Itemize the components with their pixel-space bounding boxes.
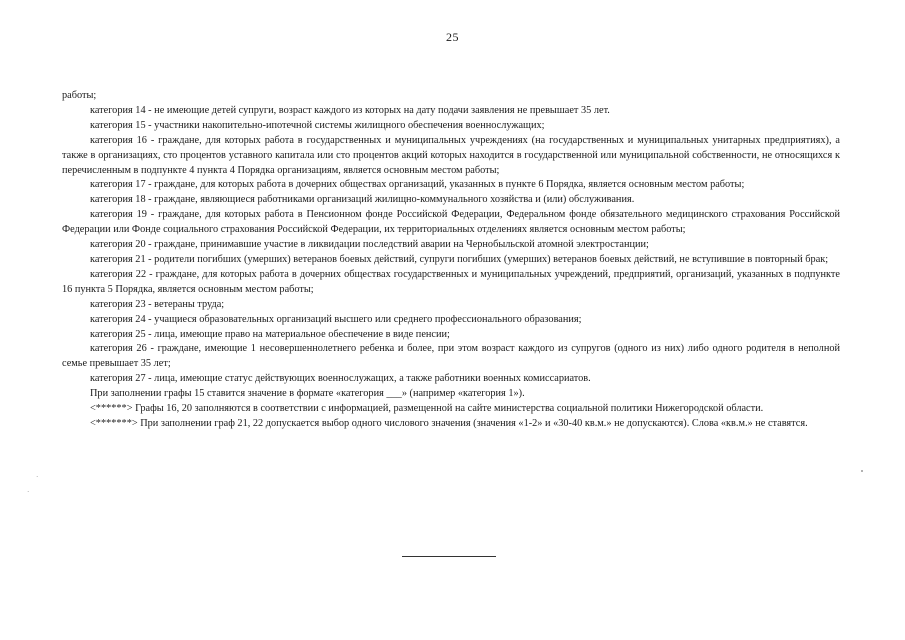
paragraph-category-20: категория 20 - граждане, принимавшие участие в ликвидации последствий аварии на Чернобыльской атомной электростанции;	[90, 239, 649, 251]
paragraph-category-14: категория 14 - не имеющие детей супруги, возраст каждого из которых на дату подачи заявления не превышает 35 лет.	[90, 104, 610, 116]
paragraph-category-24: категория 24 - учащиеся образовательных организаций высшего или среднего профессионального образования;	[90, 313, 582, 325]
footnote-six-asterisks: <******> Графы 16, 20 заполняются в соответствии с информацией, размещенной на сайте министерства социальной политики Нижегородской области.	[90, 403, 764, 415]
paragraph-category-27: категория 27 - лица, имеющие статус действующих военнослужащих, а также работники военных комиссариатов.	[90, 373, 591, 385]
paragraph-column-15-note: При заполнении графы 15 ставится значение в формате «категория ___» (например «категория 1»).	[90, 388, 525, 400]
footnote-seven-asterisks: <*******> При заполнении граф 21, 22 допускается выбор одного числового значения (значения «1-2» и «30-40 кв.м.» не допускаются). Слова «кв.м.» не ставятся.	[90, 417, 808, 429]
paragraph-category-17: категория 17 - граждане, для которых работа в дочерних обществах организаций, указанных в пункте 6 Порядка, является основным местом работы;	[90, 179, 745, 191]
page-number: 25	[446, 30, 459, 44]
paragraph-category-21: категория 21 - родители погибших (умерших) ветеранов боевых действий, супруги погибших (умерших) ветеранов боевых действий, не вступившие в повторный брак;	[90, 253, 829, 265]
document-body	[62, 89, 840, 432]
scan-artifact-mark: ·	[27, 488, 30, 496]
footnote-separator-line	[402, 556, 496, 557]
paragraph-category-19: категория 19 - граждане, для которых работа в Пенсионном фонде Российской Федерации, Федеральном фонде обязательного медицинского страхования Российской Федерации или Фонде социального страхования Российской Федерации, их территориальных отделениях является основным местом работы;	[62, 209, 840, 236]
paragraph-category-18: категория 18 - граждане, являющиеся работниками организаций жилищно-коммунального хозяйства и (или) обслуживания.	[90, 194, 635, 206]
paragraph-category-16: категория 16 - граждане, для которых работа в государственных и муниципальных учреждениях (на государственных и муниципальных унитарных предприятиях), а также в организациях, сто процентов уставного капитала или сто процентов акций которых находится в государственной или муниципальной собственности, не относящихся к перечисленным в подпункте 4 пункта 4 Порядка организациям, является основным местом работы;	[62, 134, 840, 176]
paragraph-category-25: категория 25 - лица, имеющие право на материальное обеспечение в виде пенсии;	[90, 328, 450, 340]
scan-artifact-speck	[861, 470, 863, 472]
paragraph-category-22: категория 22 - граждане, для которых работа в дочерних обществах государственных и муниципальных учреждений, предприятий, организаций, указанных в подпункте 16 пункта 5 Порядка, является основным местом работы;	[62, 268, 840, 295]
scan-artifact-mark: ·	[36, 473, 39, 481]
paragraph-category-15: категория 15 - участники накопительно-ипотечной системы жилищного обеспечения военнослужащих;	[90, 119, 545, 131]
paragraph-category-26: категория 26 - граждане, имеющие 1 несовершеннолетнего ребенка и более, при этом возраст каждого из супругов (одного из них) либо одного родителя в неполной семье превышает 35 лет;	[62, 343, 840, 370]
paragraph-category-23: категория 23 - ветераны труда;	[90, 298, 225, 310]
paragraph-continuation: работы;	[62, 90, 97, 101]
